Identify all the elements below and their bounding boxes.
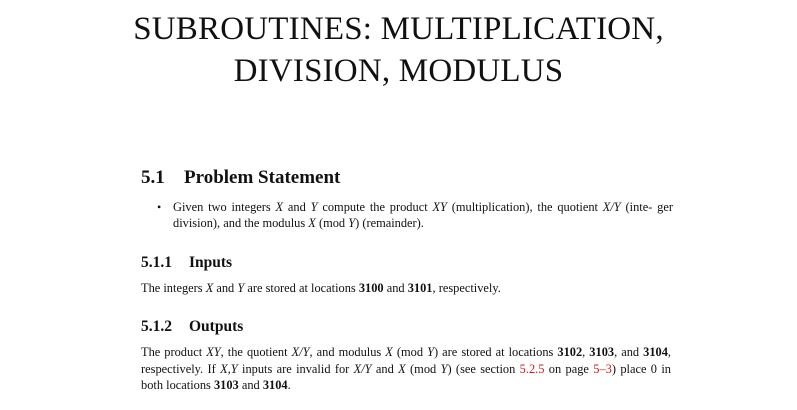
location-value: 3103 xyxy=(589,345,615,359)
math-var: Y xyxy=(310,200,318,214)
bullet-icon: • xyxy=(157,200,162,214)
section-number: 5.1 xyxy=(141,167,165,188)
text-run: compute the product xyxy=(317,200,433,214)
chapter-title-line-1: SUBROUTINES: MULTIPLICATION, xyxy=(133,11,664,47)
math-var: X xyxy=(205,281,214,295)
text-run: , respectively. xyxy=(432,281,501,295)
text-run: (mod xyxy=(405,361,441,376)
math-var: X xyxy=(308,216,316,230)
text-run: , and modulus xyxy=(309,345,386,359)
text-run: and xyxy=(371,361,399,376)
location-value: 3102 xyxy=(557,345,583,359)
text-run: and xyxy=(213,281,238,295)
math-var: X/Y xyxy=(353,361,372,376)
math-var: XY xyxy=(206,345,221,359)
math-var: X xyxy=(398,361,406,376)
section-title: Inputs xyxy=(189,254,233,271)
text-run: and xyxy=(383,281,408,295)
text-run: ) (see section xyxy=(447,361,520,376)
section-number: 5.1.2 xyxy=(141,318,172,335)
text-run: , and xyxy=(614,345,644,359)
math-var: Y xyxy=(440,361,448,376)
section-heading-inputs xyxy=(141,253,232,273)
text-run: The integers xyxy=(141,281,206,295)
bullet-text xyxy=(161,199,673,231)
section-reference-link[interactable]: 5.2.5 xyxy=(519,361,545,376)
text-run: (multiplication), the quotient xyxy=(446,200,603,214)
chapter-title xyxy=(0,8,797,92)
location-value: 3104 xyxy=(643,345,668,359)
page-reference-link[interactable]: 5–3 xyxy=(593,361,612,376)
math-var: Y xyxy=(348,216,356,230)
math-var: X,Y xyxy=(220,361,238,376)
text-run: , the quotient xyxy=(220,345,292,359)
section-title: Problem Statement xyxy=(184,167,341,188)
text-run: ) (remainder). xyxy=(355,216,424,230)
text-run: and xyxy=(238,378,263,392)
location-value: 3101 xyxy=(407,281,433,295)
section-title: Outputs xyxy=(189,318,244,335)
text-run: , respectively. If xyxy=(141,345,672,376)
text-run: (mod xyxy=(315,216,349,230)
location-value: 3103 xyxy=(213,378,239,392)
text-run: and xyxy=(283,200,311,214)
text-run: are stored at locations xyxy=(244,281,359,295)
text-run: . xyxy=(287,378,291,392)
section-heading-problem-statement xyxy=(141,166,340,190)
text-run: The product xyxy=(141,345,207,359)
text-run: (mod xyxy=(392,345,428,359)
math-var: X xyxy=(275,200,284,214)
text-run: , xyxy=(582,345,590,359)
text-run: (inte- ger division), and the modulus xyxy=(173,200,673,230)
problem-statement-bullet xyxy=(157,199,673,231)
math-var: X/Y xyxy=(602,200,621,214)
math-var: Y xyxy=(427,345,434,359)
math-var: XY xyxy=(432,200,447,214)
math-var: X/Y xyxy=(291,345,310,359)
section-heading-outputs xyxy=(141,317,243,337)
chapter-title-line-2: DIVISION, MODULUS xyxy=(233,53,564,89)
inputs-paragraph xyxy=(141,280,681,297)
text-run: inputs are invalid for xyxy=(237,361,354,376)
location-value: 3100 xyxy=(358,281,384,295)
outputs-paragraph xyxy=(141,344,671,394)
location-value: 3104 xyxy=(262,378,288,392)
math-var: X xyxy=(385,345,393,359)
text-run: ) place 0 in both locations xyxy=(141,361,671,392)
math-var: Y xyxy=(237,281,245,295)
section-number: 5.1.1 xyxy=(141,254,172,271)
text-run: Given two integers xyxy=(173,200,276,214)
text-run: on page xyxy=(544,361,594,376)
text-run: ) are stored at locations xyxy=(434,345,558,359)
